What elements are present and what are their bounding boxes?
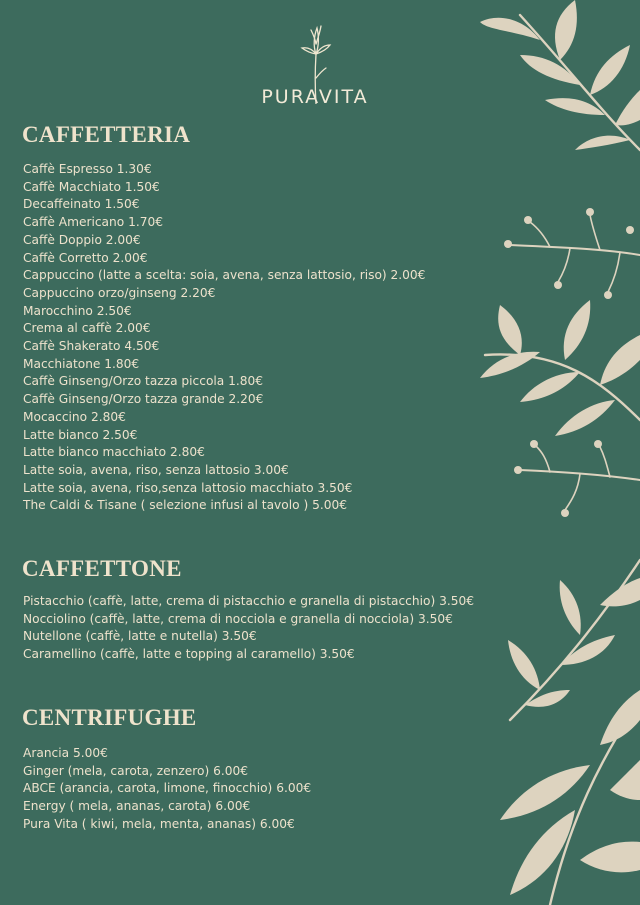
menu-item: Ginger (mela, carota, zenzero) 6.00€: [23, 763, 248, 778]
menu-item: Pura Vita ( kiwi, mela, menta, ananas) 6.00€: [23, 816, 295, 831]
menu-item: Macchiatone 1.80€: [23, 356, 140, 371]
menu-item: Marocchino 2.50€: [23, 303, 132, 318]
menu-item: Caramellino (caffè, latte e topping al caramello) 3.50€: [23, 647, 355, 662]
menu-item: Mocaccino 2.80€: [23, 409, 126, 424]
menu-item: ABCE (arancia, carota, limone, finocchio) 6.00€: [23, 781, 312, 796]
menu-item: Cappuccino orzo/ginseng 2.20€: [23, 285, 216, 300]
menu-item: Caffè Macchiato 1.50€: [23, 179, 160, 194]
section-title-caffetteria: CAFFETTERIA: [22, 122, 191, 147]
section-title-caffettone: CAFFETTONE: [22, 556, 182, 581]
menu-item: Latte bianco macchiato 2.80€: [23, 445, 205, 460]
brand-name: PURAVITA: [261, 86, 369, 108]
menu-item: Caffè Ginseng/Orzo tazza grande 2.20€: [23, 392, 264, 407]
menu-item: Caffè Americano 1.70€: [23, 215, 163, 230]
foliage-branches-icon: [480, 0, 640, 905]
menu-item: Crema al caffè 2.00€: [23, 321, 151, 336]
menu-item: Caffè Corretto 2.00€: [23, 250, 148, 265]
menu-list-caffettone: [23, 593, 474, 664]
menu-item: Latte soia, avena, riso,senza lattosio macchiato 3.50€: [23, 480, 353, 495]
menu-item: Latte bianco 2.50€: [23, 427, 138, 442]
menu-item: Arancia 5.00€: [23, 746, 108, 760]
menu-item: Nocciolino (caffè, latte, crema di nocciola e granella di nocciola) 3.50€: [23, 611, 453, 626]
menu-item: Caffè Shakerato 4.50€: [23, 339, 160, 354]
menu-item: Caffè Ginseng/Orzo tazza piccola 1.80€: [23, 374, 264, 389]
menu-item: Caffè Espresso 1.30€: [23, 162, 152, 176]
menu-item: Latte soia, avena, riso, senza lattosio 3.00€: [23, 462, 289, 477]
menu-item: Energy ( mela, ananas, carota) 6.00€: [23, 799, 251, 814]
menu-item: Nutellone (caffè, latte e nutella) 3.50€: [23, 629, 257, 644]
menu-list-centrifughe: [23, 745, 311, 834]
menu-item: Caffè Doppio 2.00€: [23, 232, 141, 247]
menu-list-caffetteria: [23, 161, 425, 515]
section-title-centrifughe: CENTRIFUGHE: [22, 705, 197, 730]
menu-item: The Caldi & Tisane ( selezione infusi al tavolo ) 5.00€: [23, 498, 347, 513]
brand-logo: [250, 18, 380, 113]
menu-item: Pistacchio (caffè, latte, crema di pistacchio e granella di pistacchio) 3.50€: [23, 594, 474, 608]
menu-item: Cappuccino (latte a scelta: soia, avena, senza lattosio, riso) 2.00€: [23, 268, 426, 283]
menu-item: Decaffeinato 1.50€: [23, 197, 140, 212]
